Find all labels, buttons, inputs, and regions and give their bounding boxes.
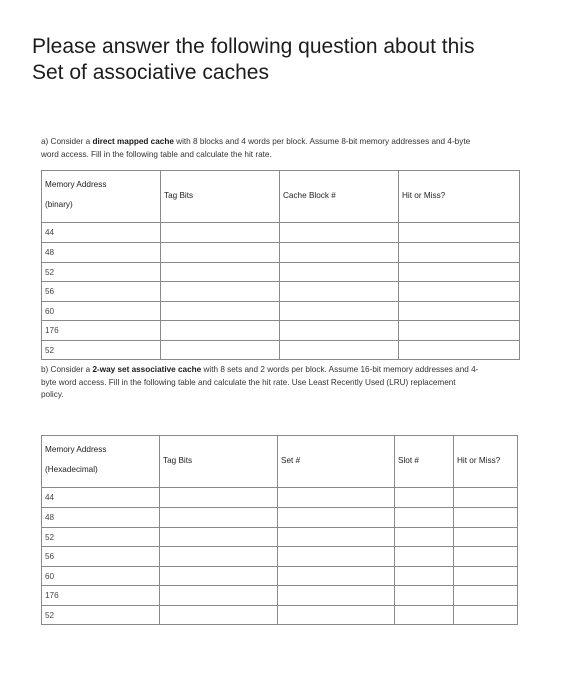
cache-block-cell[interactable]: [280, 243, 399, 263]
hit-or-miss-cell[interactable]: [399, 302, 520, 321]
table-row: [42, 223, 520, 243]
set-cell[interactable]: [278, 606, 395, 625]
hit-or-miss-cell[interactable]: [454, 528, 518, 547]
part-b-header-address-line2: (Hexadecimal): [45, 465, 98, 474]
address-cell: 60: [42, 567, 160, 586]
cache-block-cell[interactable]: [280, 263, 399, 282]
table-row: [42, 243, 520, 263]
part-a-header-tag: [161, 171, 280, 223]
address-cell: 52: [42, 528, 160, 547]
part-a-header-address-line1: Memory Address: [45, 180, 107, 189]
cache-block-cell[interactable]: [280, 223, 399, 243]
table-row: [42, 282, 520, 302]
tag-bits-cell[interactable]: [160, 488, 278, 508]
table-row: [42, 302, 520, 321]
tag-bits-cell[interactable]: [160, 606, 278, 625]
tag-bits-cell[interactable]: [161, 263, 280, 282]
address-cell: 56: [42, 547, 160, 567]
part-a-bold-term: direct mapped cache: [92, 137, 174, 146]
set-cell[interactable]: [278, 488, 395, 508]
address-cell: 56: [42, 282, 161, 302]
hit-or-miss-cell[interactable]: [399, 282, 520, 302]
table-row: [42, 528, 518, 547]
part-b-bold-term: 2-way set associative cache: [92, 365, 202, 374]
tag-bits-cell[interactable]: [161, 243, 280, 263]
slot-cell[interactable]: [395, 528, 454, 547]
part-a-header-address: [42, 171, 161, 223]
address-cell: 176: [42, 321, 161, 341]
title-line-2: Set of associative caches: [32, 61, 269, 84]
slot-cell[interactable]: [395, 606, 454, 625]
hit-or-miss-cell[interactable]: [399, 341, 520, 360]
hit-or-miss-cell[interactable]: [399, 263, 520, 282]
tag-bits-cell[interactable]: [160, 547, 278, 567]
set-cell[interactable]: [278, 508, 395, 528]
hit-or-miss-cell[interactable]: [399, 243, 520, 263]
table-row: [42, 567, 518, 586]
part-b-prefix: b) Consider a: [41, 365, 93, 374]
part-b-header-set-label: Set #: [281, 456, 301, 465]
part-b-header-slot: [395, 436, 454, 488]
tag-bits-cell[interactable]: [160, 586, 278, 606]
address-cell: 176: [42, 586, 160, 606]
tag-bits-cell[interactable]: [160, 508, 278, 528]
part-a-line1-rest: with 8 blocks and 4 words per block. Assume 8-bit memory addresses and 4-byte: [173, 137, 471, 146]
part-b-header-hit-label: Hit or Miss?: [457, 456, 501, 465]
table-row: [42, 341, 520, 360]
table-row: [42, 488, 518, 508]
cache-block-cell[interactable]: [280, 321, 399, 341]
hit-or-miss-cell[interactable]: [454, 567, 518, 586]
part-a-question: [41, 136, 521, 161]
hit-or-miss-cell[interactable]: [454, 586, 518, 606]
table-row: [42, 586, 518, 606]
table-row: [42, 547, 518, 567]
part-b-header-row: [42, 436, 518, 488]
hit-or-miss-cell[interactable]: [454, 508, 518, 528]
tag-bits-cell[interactable]: [161, 302, 280, 321]
slot-cell[interactable]: [395, 567, 454, 586]
cache-block-cell[interactable]: [280, 341, 399, 360]
table-row: [42, 508, 518, 528]
hit-or-miss-cell[interactable]: [399, 223, 520, 243]
part-b-header-tag: [160, 436, 278, 488]
address-cell: 52: [42, 263, 161, 282]
hit-or-miss-cell[interactable]: [454, 488, 518, 508]
hit-or-miss-cell[interactable]: [454, 547, 518, 567]
cache-block-cell[interactable]: [280, 302, 399, 321]
slot-cell[interactable]: [395, 488, 454, 508]
part-a-line2: word access. Fill in the following table and calculate the hit rate.: [41, 149, 272, 159]
part-b-table: [41, 435, 518, 625]
slot-cell[interactable]: [395, 547, 454, 567]
set-cell[interactable]: [278, 547, 395, 567]
part-a-prefix: a) Consider a: [41, 137, 93, 146]
tag-bits-cell[interactable]: [160, 567, 278, 586]
address-cell: 60: [42, 302, 161, 321]
table-row: [42, 263, 520, 282]
set-cell[interactable]: [278, 586, 395, 606]
part-a-header-block: [280, 171, 399, 223]
part-b-question: [41, 364, 521, 402]
tag-bits-cell[interactable]: [161, 282, 280, 302]
address-cell: 44: [42, 488, 160, 508]
hit-or-miss-cell[interactable]: [454, 606, 518, 625]
address-cell: 52: [42, 606, 160, 625]
tag-bits-cell[interactable]: [160, 528, 278, 547]
hit-or-miss-cell[interactable]: [399, 321, 520, 341]
tag-bits-cell[interactable]: [161, 341, 280, 360]
slot-cell[interactable]: [395, 586, 454, 606]
part-b-line3: policy.: [41, 390, 64, 399]
part-a-header-row: [42, 171, 520, 223]
table-row: [42, 321, 520, 341]
part-a-header-block-label: Cache Block #: [283, 191, 336, 200]
table-row: [42, 606, 518, 625]
part-b-header-hit: [454, 436, 518, 488]
part-a-header-tag-label: Tag Bits: [164, 191, 194, 200]
address-cell: 48: [42, 243, 161, 263]
tag-bits-cell[interactable]: [161, 321, 280, 341]
slot-cell[interactable]: [395, 508, 454, 528]
page-title: [32, 34, 552, 86]
part-b-line1-rest: with 8 sets and 2 words per block. Assume 16-bit memory addresses and 4-: [201, 365, 479, 374]
address-cell: 44: [42, 223, 161, 243]
address-cell: 48: [42, 508, 160, 528]
part-b-line2: byte word access. Fill in the following table and calculate the hit rate. Use Least Recently Used (LRU) replacement: [41, 377, 456, 387]
set-cell[interactable]: [278, 567, 395, 586]
part-b-header-set: [278, 436, 395, 488]
tag-bits-cell[interactable]: [161, 223, 280, 243]
part-a-header-hit-label: Hit or Miss?: [402, 191, 446, 200]
title-line-1: Please answer the following question about this: [32, 35, 475, 58]
part-b-header-address-line1: Memory Address: [45, 445, 107, 454]
part-a-table: [41, 170, 520, 360]
part-b-header-tag-label: Tag Bits: [163, 456, 193, 465]
part-a-header-hit: [399, 171, 520, 223]
part-b-header-slot-label: Slot #: [398, 456, 419, 465]
part-a-header-address-line2: (binary): [45, 200, 73, 209]
address-cell: 52: [42, 341, 161, 360]
cache-block-cell[interactable]: [280, 282, 399, 302]
set-cell[interactable]: [278, 528, 395, 547]
part-b-header-address: [42, 436, 160, 488]
